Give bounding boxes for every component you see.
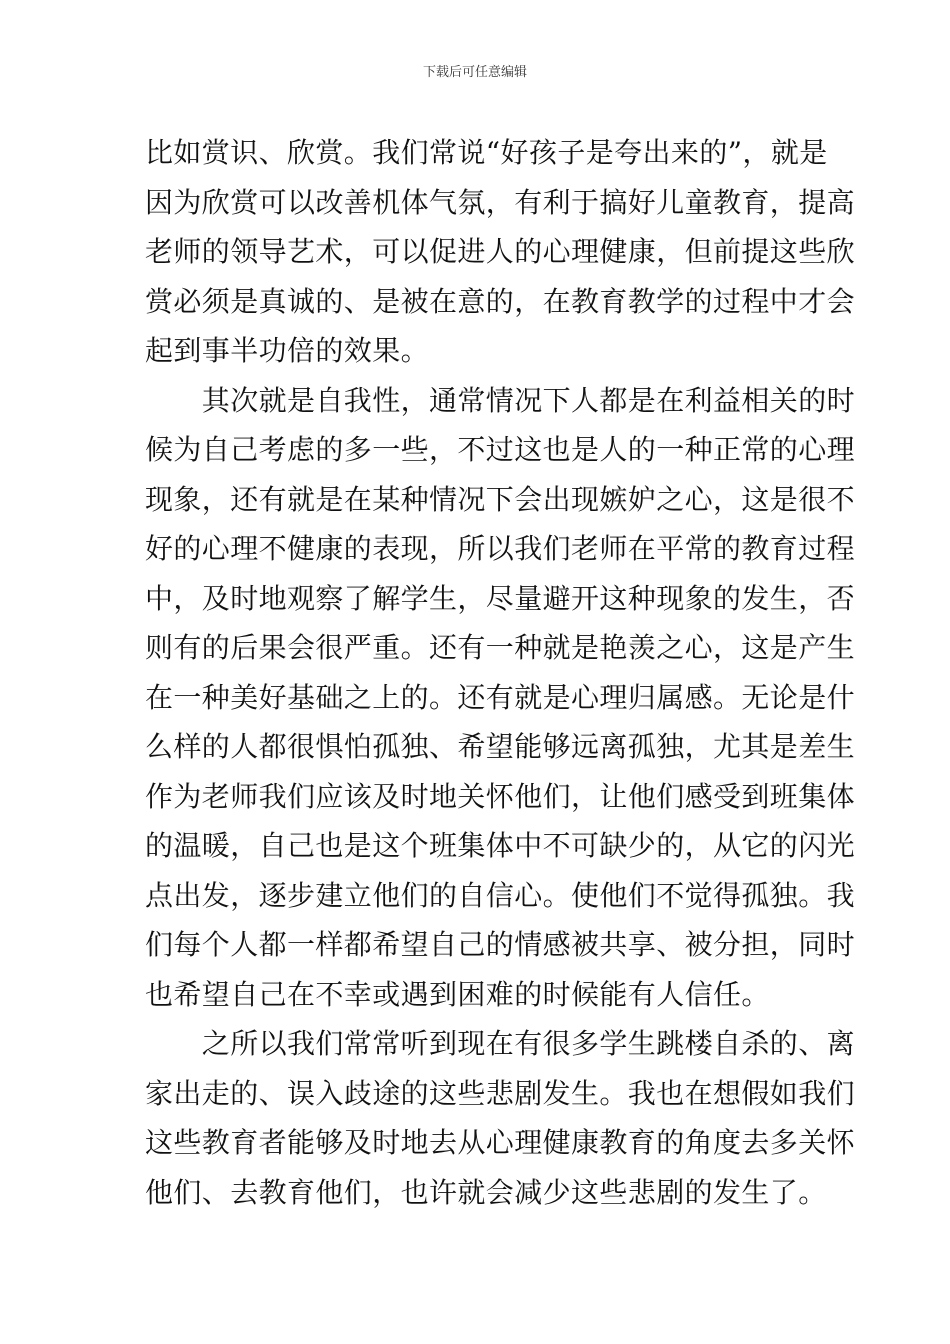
- text-line: 们每个人都一样都希望自己的情感被共享、被分担，同时: [145, 928, 856, 961]
- text-line: 候为自己考虑的多一些，不过这也是人的一种正常的心理: [145, 433, 856, 466]
- page-header-note: 下载后可任意编辑: [422, 65, 527, 80]
- text-line: 作为老师我们应该及时地关怀他们，让他们感受到班集体: [145, 779, 856, 813]
- text-line: 家出走的、误入歧途的这些悲剧发生。我也在想假如我们: [145, 1076, 856, 1110]
- text-line: 因为欣赏可以改善机体气氛，有利于搞好儿童教育，提高: [145, 185, 856, 219]
- paragraph: [145, 128, 856, 376]
- paragraph: [145, 1019, 856, 1217]
- text-line: 好的心理不健康的表现，所以我们老师在平常的教育过程: [145, 532, 856, 565]
- document-body: [145, 128, 856, 1217]
- text-line: 么样的人都很惧怕孤独、希望能够远离孤独，尤其是差生: [145, 730, 856, 763]
- text-line: 的温暖，自己也是这个班集体中不可缺少的，从它的闪光: [145, 829, 856, 862]
- text-line: 点出发，逐步建立他们的自信心。使他们不觉得孤独。我: [145, 878, 856, 912]
- text-line: 中，及时地观察了解学生，尽量避开这种现象的发生，否: [145, 581, 856, 615]
- text-line: 现象，还有就是在某种情况下会出现嫉妒之心，这是很不: [145, 482, 856, 516]
- text-line: 在一种美好基础之上的。还有就是心理归属感。无论是什: [145, 680, 856, 714]
- text-line: 他们、去教育他们，也许就会减少这些悲剧的发生了。: [145, 1175, 827, 1209]
- text-line: 则有的后果会很严重。还有一种就是艳羡之心，这是产生: [145, 631, 856, 664]
- text-line: 之所以我们常常听到现在有很多学生跳楼自杀的、离: [145, 1027, 856, 1060]
- text-line: 老师的领导艺术，可以促进人的心理健康，但前提这些欣: [145, 235, 856, 268]
- text-line: 其次就是自我性，通常情况下人都是在利益相关的时: [145, 383, 856, 417]
- text-line: 起到事半功倍的效果。: [145, 334, 430, 367]
- paragraph: [145, 376, 856, 1020]
- text-line: 赏必须是真诚的、是被在意的，在教育教学的过程中才会: [145, 284, 856, 318]
- text-line: 这些教育者能够及时地去从心理健康教育的角度去多关怀: [145, 1126, 856, 1159]
- text-line: 比如赏识、欣赏。我们常说“好孩子是夸出来的”，就是: [145, 136, 828, 169]
- text-line: 也希望自己在不幸或遇到困难的时候能有人信任。: [145, 977, 770, 1011]
